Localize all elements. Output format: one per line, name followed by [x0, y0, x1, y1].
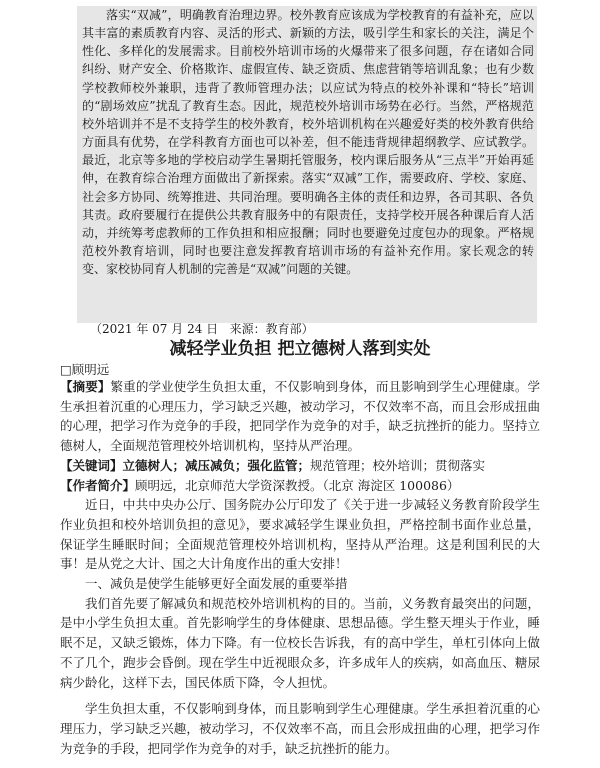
- paragraph-1: 近日，中共中央办公厅、国务院办公厅印发了《关于进一步减轻义务教育阶段学生作业负担和校外培训负担的意见》，要求减轻学生课业负担，严格控制书面作业总量，保证学生睡眠时间；全面规范管理校外培训机构，坚持从严治理。这是利国利民的大事！是从党之大计、国之大计角度作出的重大安排！: [60, 497, 540, 572]
- abstract-text: 繁重的学业使学生负担太重，不仅影响到身体，而且影响到学生心理健康。学生承担着沉重的心理压力，学习缺乏兴趣，被动学习，不仅效率不高，而且会形成扭曲的心理，把学习作为竞争的手段，把同学作为竞争的对手，缺乏抗挫折的能力。坚持立德树人，全面规范管理校外培训机构，坚持从严治理。: [60, 379, 540, 454]
- author-intro-text: 顾明远，北京师范大学资深教授。（北京 海淀区 100086）: [135, 477, 460, 493]
- article-body: [60, 377, 540, 758]
- abstract-label: 【摘要】: [60, 379, 111, 394]
- keywords-label: 【关键词】: [60, 457, 123, 473]
- paragraph-3: 学生负担太重，不仅影响到身体，而且影响到学生心理健康。学生承担着沉重的心理压力，学习缺乏兴趣，被动学习，不仅效率不高，而且会形成扭曲的心理，把学习作为竞争的手段，把同学作为竞争的对手，缺乏抗挫折的能力。: [60, 701, 540, 756]
- article-author: □顾明远: [60, 362, 110, 377]
- notice-source: （2021 年 07 月 24 日 来源：教育部）: [90, 322, 314, 336]
- keywords-block: [60, 456, 540, 476]
- abstract-block: [60, 377, 540, 456]
- author-intro-block: [60, 476, 540, 496]
- notice-body: 落实“双减”，明确教育治理边界。校外教育应该成为学校教育的有益补充，应以其丰富的素质教育内容、灵活的形式、新颖的方法，吸引学生和家长的关注，满足个性化、多样化的发展需求。目前校外培训市场的火爆带来了很多问题，存在诸如合同纠纷、财产安全、价格欺诈、虚假宣传、缺乏资质、焦虑营销等培训乱象；也有少数学校教师校外兼职，违背了教师管理办法；以应试为特点的校外补课和“特长”培训的“剧场效应”扰乱了教育生态。因此，规范校外培训市场势在必行。当然，严格规范校外培训并不是不支持学生的校外教育，校外培训机构在兴趣爱好类的校外教育供给方面具有优势，在学科教育方面也可以补差，但不能违背规律超纲教学、应试教学。最近，北京等多地的学校启动学生暑期托管服务，校内课后服务从“三点半”开始再延伸，在教育综合治理方面做出了新探索。落实“双减”工作，需要政府、学校、家庭、社会多方协同、统筹推进、共同治理。要明确各主体的责任和边界，各司其职、各负其责。政府要履行在提供公共教育服务中的有限责任，支持学校开展各种课后育人活动，并统筹考虑教师的工作负担和相应报酬；同时也要避免过度包办的现象。严格规范校外教育培训，同时也要注意发挥教育培训市场的有益补充作用。家长观念的转变、家校协同育人机制的完善是“双减”问题的关键。: [82, 8, 534, 277]
- paragraph-2: 我们首先要了解减负和规范校外培训机构的目的。当前，义务教育最突出的问题，是中小学生负担太重。首先影响学生的身体健康、思想品德。学生整天埋头于作业，睡眠不足，又缺乏锻炼，体力下降。有一位校长告诉我，有的高中学生，单杠引体向上做不了几个，跑步会昏倒。现在学生中近视眼众多，许多成年人的疾病，如高血压、糖尿病少龄化，这样下去，国民体质下降，令人担忧。: [60, 595, 540, 690]
- paragraph-gap: [60, 692, 540, 699]
- author-intro-label: 【作者简介】: [60, 477, 136, 493]
- article-title: 减轻学业负担 把立德树人落到实处: [169, 339, 431, 359]
- section-heading-1: 一、减负是使学生能够更好全面发展的重要举措: [85, 576, 348, 592]
- keywords-bold: 立德树人；减压减负；强化监管；: [122, 457, 311, 473]
- keywords-rest: 规范管理；校外培训；贯彻落实: [310, 457, 486, 473]
